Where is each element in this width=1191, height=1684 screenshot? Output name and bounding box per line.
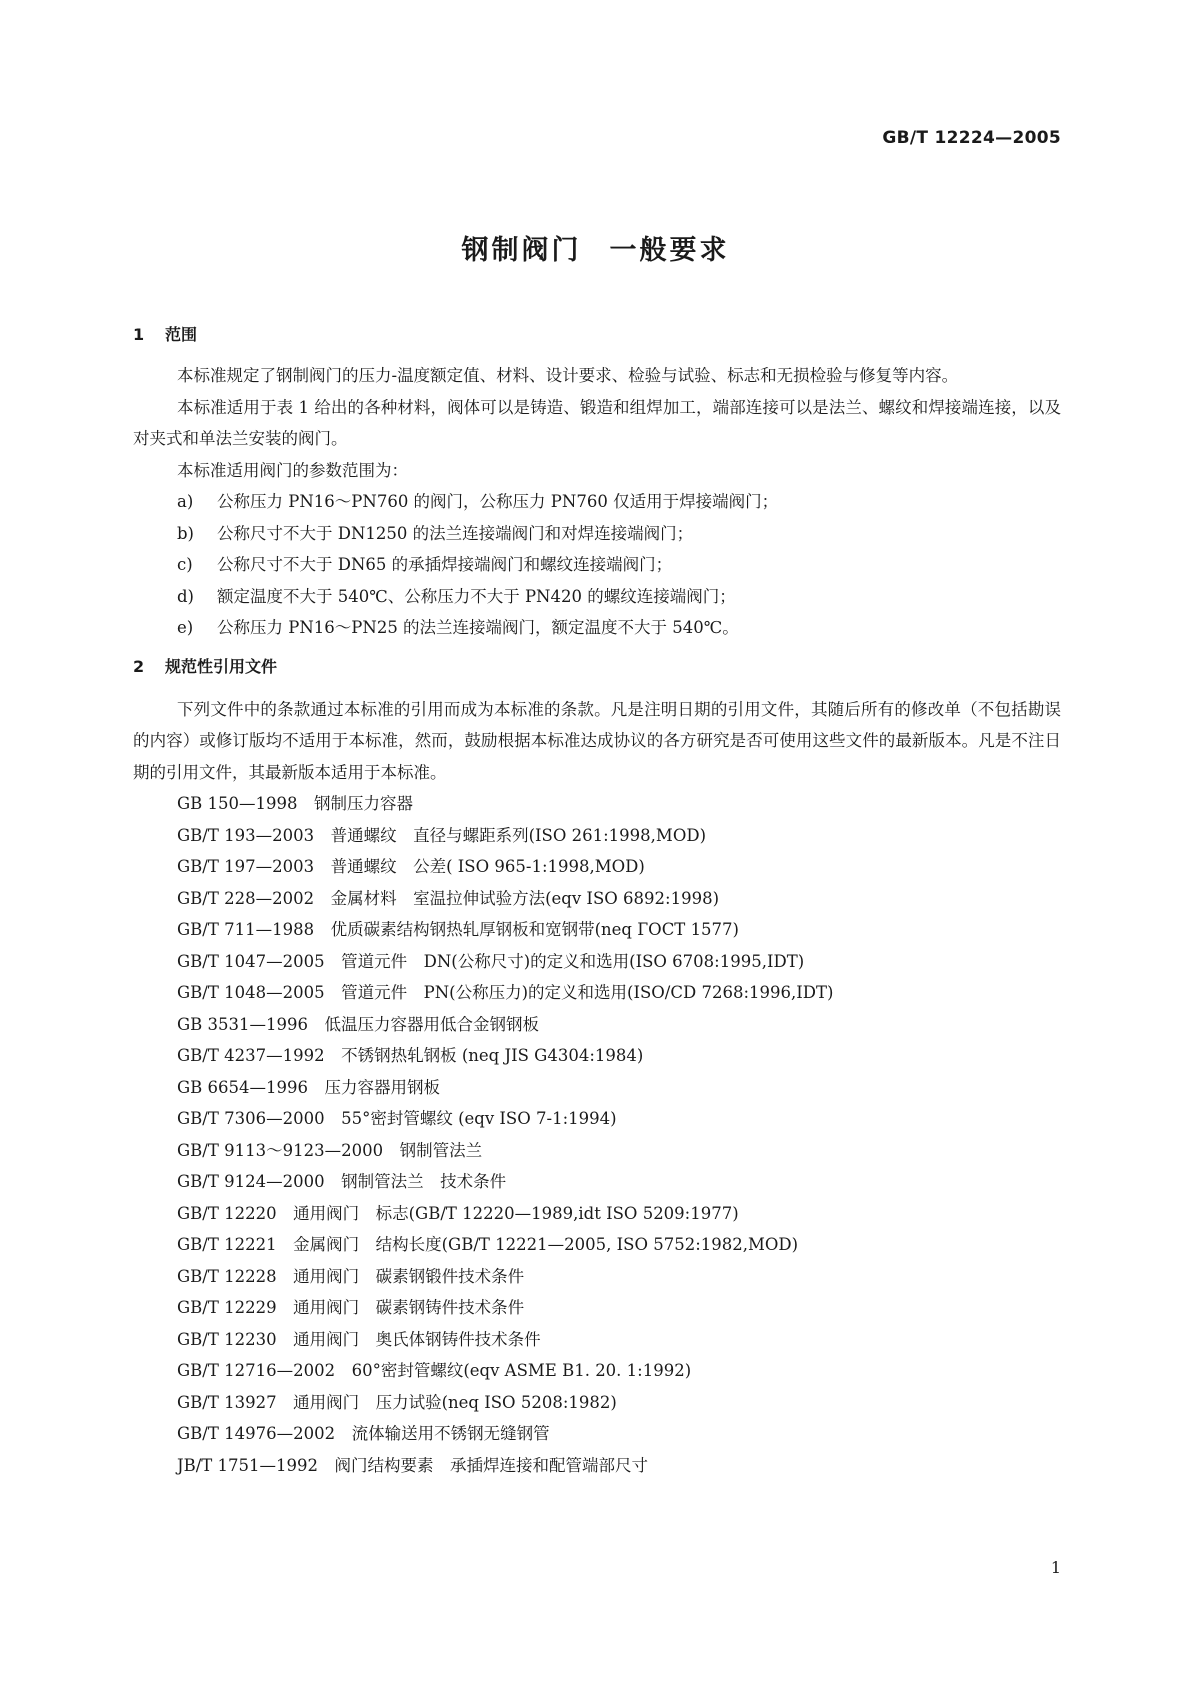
reference-item: GB 3531—1996 低温压力容器用低合金钢钢板 (177, 1014, 540, 1034)
reference-item: GB/T 7306—2000 55°密封管螺纹 (eqv ISO 7-1:1994) (177, 1109, 617, 1128)
reference-item: GB/T 193—2003 普通螺纹 直径与螺距系列(ISO 261:1998,MOD) (177, 825, 707, 845)
section-2-heading (133, 655, 1061, 679)
reference-item: GB 6654—1996 压力容器用钢板 (177, 1077, 441, 1097)
reference-list (133, 788, 1061, 1481)
reference-item: GB/T 12716—2002 60°密封管螺纹(eqv ASME B1. 20. 1:1992) (177, 1361, 692, 1380)
section-2-number: 2 (133, 656, 145, 676)
reference-item: GB/T 12221 金属阀门 结构长度(GB/T 12221—2005, ISO 5752:1982,MOD) (177, 1235, 799, 1254)
reference-item: GB/T 1047—2005 管道元件 DN(公称尺寸)的定义和选用(ISO 6708:1995,IDT) (177, 951, 805, 971)
document-title (0, 228, 1191, 267)
item-marker: e) (177, 618, 194, 637)
scope-item-d (133, 581, 1061, 613)
item-marker: a) (177, 492, 194, 511)
reference-item: GB/T 13927 通用阀门 压力试验(neq ISO 5208:1982) (177, 1392, 617, 1412)
item-text: 公称压力 PN16～PN760 的阀门，公称压力 PN760 仅适用于焊接端阀门； (217, 492, 779, 511)
document-body (133, 323, 1061, 1481)
title-part-2: 一般要求 (609, 235, 730, 266)
item-marker: b) (177, 523, 194, 543)
scope-paragraph-3: 本标准适用阀门的参数范围为： (177, 460, 408, 480)
standard-code: GB/T 12224—2005 (882, 128, 1061, 148)
item-text: 额定温度不大于 540℃、公称压力不大于 PN420 的螺纹连接端阀门； (217, 586, 736, 606)
reference-item: GB/T 9113～9123—2000 钢制管法兰 (177, 1140, 483, 1160)
section-1-title: 范围 (165, 325, 198, 344)
page-number: 1 (1050, 1558, 1061, 1577)
reference-item: GB/T 12228 通用阀门 碳素钢锻件技术条件 (177, 1266, 525, 1286)
item-text: 公称尺寸不大于 DN65 的承插焊接端阀门和螺纹连接端阀门； (217, 555, 673, 574)
reference-item: GB/T 4237—1992 不锈钢热轧钢板 (neq JIS G4304:1984) (177, 1046, 644, 1065)
scope-list (133, 486, 1061, 644)
reference-item: GB/T 1048—2005 管道元件 PN(公称压力)的定义和选用(ISO/CD 7268:1996,IDT) (177, 983, 834, 1002)
section-1-number: 1 (133, 325, 145, 344)
reference-item: GB/T 12230 通用阀门 奥氏体钢铸件技术条件 (177, 1329, 541, 1349)
reference-item: GB/T 197—2003 普通螺纹 公差( ISO 965-1:1998,MOD) (177, 857, 645, 876)
scope-item-a (133, 486, 1061, 518)
title-part-1: 钢制阀门 (461, 235, 582, 266)
scope-item-e (133, 612, 1061, 644)
section-1-heading (133, 323, 1061, 347)
reference-item: GB/T 14976—2002 流体输送用不锈钢无缝钢管 (177, 1424, 550, 1443)
item-marker: d) (177, 586, 194, 606)
item-text: 公称尺寸不大于 DN1250 的法兰连接端阀门和对焊连接端阀门； (217, 523, 694, 543)
scope-item-b (133, 518, 1061, 550)
scope-paragraph-1: 本标准规定了钢制阀门的压力-温度额定值、材料、设计要求、检验与试验、标志和无损检验与修复等内容。 (177, 366, 959, 385)
section-2-title: 规范性引用文件 (165, 656, 278, 676)
item-marker: c) (177, 555, 193, 574)
reference-item: GB/T 228—2002 金属材料 室温拉伸试验方法(eqv ISO 6892:1998) (177, 888, 720, 908)
reference-item: GB/T 9124—2000 钢制管法兰 技术条件 (177, 1172, 507, 1191)
item-text: 公称压力 PN16～PN25 的法兰连接端阀门，额定温度不大于 540℃。 (217, 618, 739, 637)
reference-item: GB/T 12220 通用阀门 标志(GB/T 12220—1989,idt ISO 5209:1977) (177, 1203, 739, 1223)
reference-item: GB/T 12229 通用阀门 碳素钢铸件技术条件 (177, 1298, 525, 1317)
reference-item: GB/T 711—1988 优质碳素结构钢热轧厚钢板和宽钢带(neq ГОСТ 1577) (177, 920, 739, 939)
references-intro: 下列文件中的条款通过本标准的引用而成为本标准的条款。凡是注明日期的引用文件，其随后所有的修改单（不包括勘误的内容）或修订版均不适用于本标准，然而，鼓励根据本标准达成协议的各方研究是否可使用这些文件的最新版本。凡是不注日期的引用文件，其最新版本适用于本标准。 (133, 699, 1061, 782)
reference-item: JB/T 1751—1992 阀门结构要素 承插焊连接和配管端部尺寸 (177, 1455, 649, 1475)
scope-item-c (133, 549, 1061, 581)
reference-item: GB 150—1998 钢制压力容器 (177, 794, 414, 813)
scope-paragraph-2: 本标准适用于表 1 给出的各种材料，阀体可以是铸造、锻造和组焊加工，端部连接可以是法兰、螺纹和焊接端连接，以及对夹式和单法兰安装的阀门。 (133, 397, 1061, 448)
